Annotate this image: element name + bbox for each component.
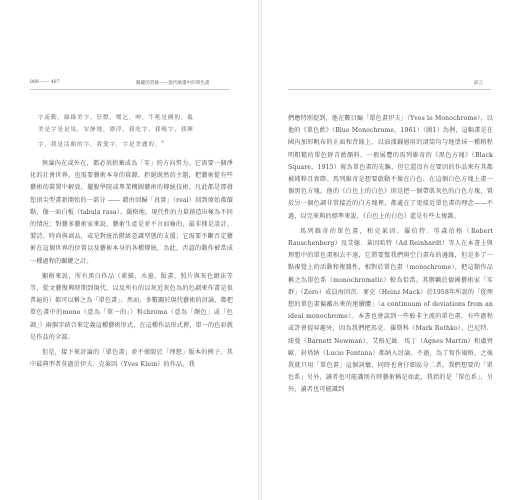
left-body-text (30, 158, 233, 374)
left-running-head: 關鍵的責藝——現代繪畫中的單色畫 (136, 81, 210, 86)
paragraph: 但是，接下來討論的「單色畫」並不僅限於「理想」版本的例子。其中最典型者莫過於伊夫．克萊因（Yves Klein）的作品，我 (30, 349, 233, 369)
paragraph: 們應特別提到，他在數目編「單色畫伊夫」（Yves le Monochrome），以他的《單色藍》（Blue Monochrome，1961）（圖1）為例，這幅畫是在國內加形帆布的正面和背緣上，以油漆鋪層用的滾筒均勻地塗抹一種稍程明粗糙的單色群青藍顏料，一般展覽的馬列維奇的《黑色方塊》（Black Square，1915）視為單色畫的先驅，但它還沒有在要因的作品來有其都被純粹且實際。馬列維奇是想要啟動不像在白色、在這個白色方塊上畫一個黑色方塊。他的《白色上的白色》則是把一個帶肌灰色的白色方塊，置於另一個色調非常接近的白方塊裡，都處在了更接近單色畫的理念——不過，以完來與的標準來說，《白色上的白色》還是有些太複雜。 (288, 115, 493, 220)
left-header-rule (30, 89, 230, 90)
right-page (262, 0, 520, 500)
paragraph: 無論內在或外在，都必須捨棄成為「零」的方向努力。它需要一個淨化的社會世界，也需要藝術本身的資源，拒絕既然的主題，把藝術從有些藝術的裝置中解放，擺脫學院或專業構圖藝術的傳統技術。凡此都是那發您頂尖型畫新開始的一部分 —— 藉由回歸「真實」（real）回到原始都價點，像一面白板（tabula rasa）。嚴格地，現代性的力量創造出極為不同的情況；對藝多藝術家來說，藝術生產是並不言而喻的，最非僅是設計、製詩、時尚與商品，或是對統治階級意識型態的支援；它需要不斷否定藝術在這個世界的位置以及藝術本身的各種傳統，為此，否認的動作被當成一種過程的關鍵之計。 (30, 160, 233, 265)
right-body-text (288, 113, 493, 400)
right-running-head: 前言 (474, 81, 484, 86)
right-header-rule (288, 89, 491, 90)
footnote-marker: 5 (161, 139, 165, 144)
quote-line: 字流動，綠綠美字，狂燃，嘆乞，呻，牛吼是國的，亂 (38, 115, 194, 121)
quote-line: 字，我是活顛的字，我愛字，字是美麗的。$^5$ (38, 139, 165, 148)
quote-line: 美是字是是馬，安靜地，漂浮，我吃字，我喝字，我睡 (38, 126, 194, 133)
paragraph: 馬列維奇的單色畫，和克萊因、羅伯特．勞森伯格（Robert Rauschenberg）及艾德．萊因哈特（Ad Reinhardt）等人在本書上與理想中的單色畫相去不遠，它將要幫我們與空白畫布的邊緣，但是多了一點視覺上的活動和複雜性，相對於單色畫（monochrome），把這類作品稱之為單色系（monochromatic）較為恰當。其辦麟於德國藝術家「零群」（Zero）成員海因茨．麥克（Heinz Mack）於1958年所說的「從理想的單色畫偏離出來的連續體」（a continuum of deviations from an ideal monochrome）。本書也會談到一些較非主流的單色畫，有些過程或許會提昇趣外，因為我們把馬克．羅斯科（Mark Rothko）、巴尼特．紐曼（Barnett Newman）、艾格尼絲．馬丁（Agnes Martin）和盧齊歐．封塔納（Lucio Fontana）都納入討論。不過，為了寫作風格，之後我就只用「單色畫」這個詞彙，同時也會仔細區分二者。我們想要的「單色系」另外，讀者也可能識別有時藝術稱是如此，我指的是「單色系」，另外，讀者也可能識到 (288, 227, 493, 394)
left-page-number: 888 —— 487 (30, 80, 60, 85)
left-page (0, 0, 258, 500)
paragraph: 顯格來說，所有黑白作品（素描、水墨、版畫、照片與灰色網法等等，從文藝復興時期到現代，以及所有的以灰近灰色為的色調來作畫是很普遍的）都可以稱之為「單色畫」。然而，多數關於現代藝術的討論，都把單色畫中的mono（意為「單一的」）和chroma（意為「顏色」或「色調」）兩個字結合來定義這種藝術形式，在這種作品形式裡，單一的色彩就是作品的全部。 (30, 272, 233, 341)
block-quote (38, 113, 238, 151)
